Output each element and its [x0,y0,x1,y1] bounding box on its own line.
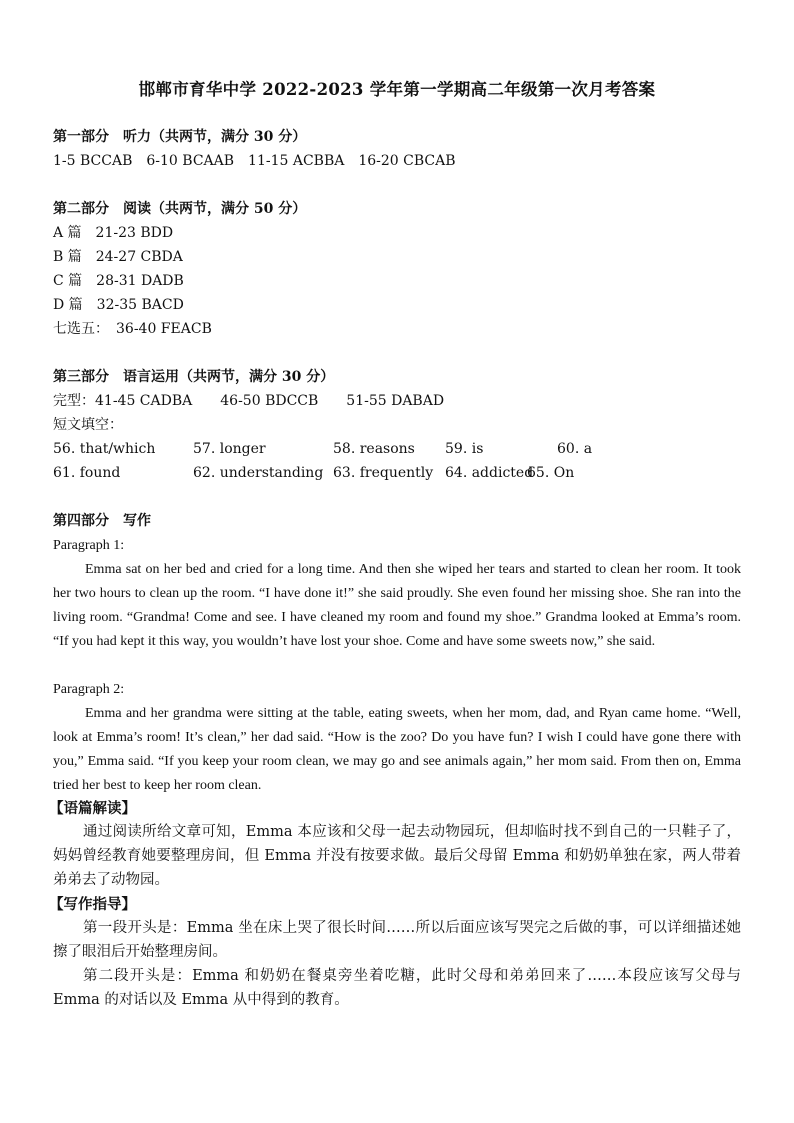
fill-answer: 56. that/which [53,441,156,457]
fill-answer: 62. understanding [193,465,324,481]
fill-answer: 64. addicted [445,465,534,481]
part3-cloze: 完型：41-45 CADBA 46-50 BDCCB 51-55 DABAD [53,393,445,409]
guide-text-2: 第二段开头是：Emma 和奶奶在餐桌旁坐着吃糖，此时父母和弟弟回来了……本段应该写父母与 Emma 的对话以及 Emma 从中得到的教育。 [53,968,741,1008]
part3-heading: 第三部分 语言运用（共两节，满分 30 分） [53,369,335,385]
paragraph2-text: Emma and her grandma were sitting at the table, eating sweets, when her mom, dad, and Ryan came home. “Well, look at Emma’s room! It’s clean,” her dad said. “How is the zoo? Do you have fun? I wish I could have gone there with you,” Emma said. “If you keep your room clean, we may go and see animals again,” her mom said. From then on, Emma tried her best to keep her room clean. [53,706,741,793]
analysis-heading: 【语篇解读】 [49,800,136,817]
paragraph1-text: Emma sat on her bed and cried for a long time. And then she wiped her tears and started to clean her room. It took her two hours to clean up the room. “I have done it!” she said proudly. She even found her missing shoe. She ran into the living room. “Grandma! Come and see. I have cleaned my room and found my shoe.” Grandma looked at Emma’s room. “If you had kept it this way, you wouldn’t have lost your shoe. Come and have some sweets now,” she said. [53,562,741,649]
fill-answer: 61. found [53,465,121,481]
fill-answer: 60. a [557,441,593,457]
part2-line-d: D 篇 32-35 BACD [53,297,184,313]
analysis-text: 通过阅读所给文章可知，Emma 本应该和父母一起去动物园玩，但却临时找不到自己的一只鞋子了，妈妈曾经教育她要整理房间，但 Emma 并没有按要求做。最后父母留 Emma 和奶奶单独在家，两人带着弟弟去了动物园。 [53,824,741,888]
part2-line-c: C 篇 28-31 DADB [53,273,184,289]
guide-text-1: 第一段开头是：Emma 坐在床上哭了很长时间……所以后面应该写哭完之后做的事，可以详细描述她擦了眼泪后开始整理房间。 [53,920,741,960]
paragraph2-label: Paragraph 2: [53,682,125,697]
page-title: 邯郸市育华中学 2022-2023 学年第一学期高二年级第一次月考答案 [138,80,656,99]
part2-line-a: A 篇 21-23 BDD [53,225,174,241]
fill-answer: 57. longer [193,441,266,457]
part2-heading: 第二部分 阅读（共两节，满分 50 分） [53,201,307,217]
part4-heading: 第四部分 写作 [53,513,151,529]
fill-answer: 65. On [527,465,575,481]
part2-line-seven: 七选五： 36-40 FEACB [53,321,212,337]
part1-answers: 1-5 BCCAB 6-10 BCAAB 11-15 ACBBA 16-20 CBCAB [53,153,456,169]
part3-fill-label: 短文填空： [53,417,123,433]
part2-line-b: B 篇 24-27 CBDA [53,249,183,265]
fill-answer: 63. frequently [333,465,434,481]
paragraph1-label: Paragraph 1: [53,538,125,553]
fill-answer: 58. reasons [333,441,415,457]
guide-heading: 【写作指导】 [49,896,136,913]
fill-answer: 59. is [445,441,484,457]
part1-heading: 第一部分 听力（共两节，满分 30 分） [53,129,307,145]
